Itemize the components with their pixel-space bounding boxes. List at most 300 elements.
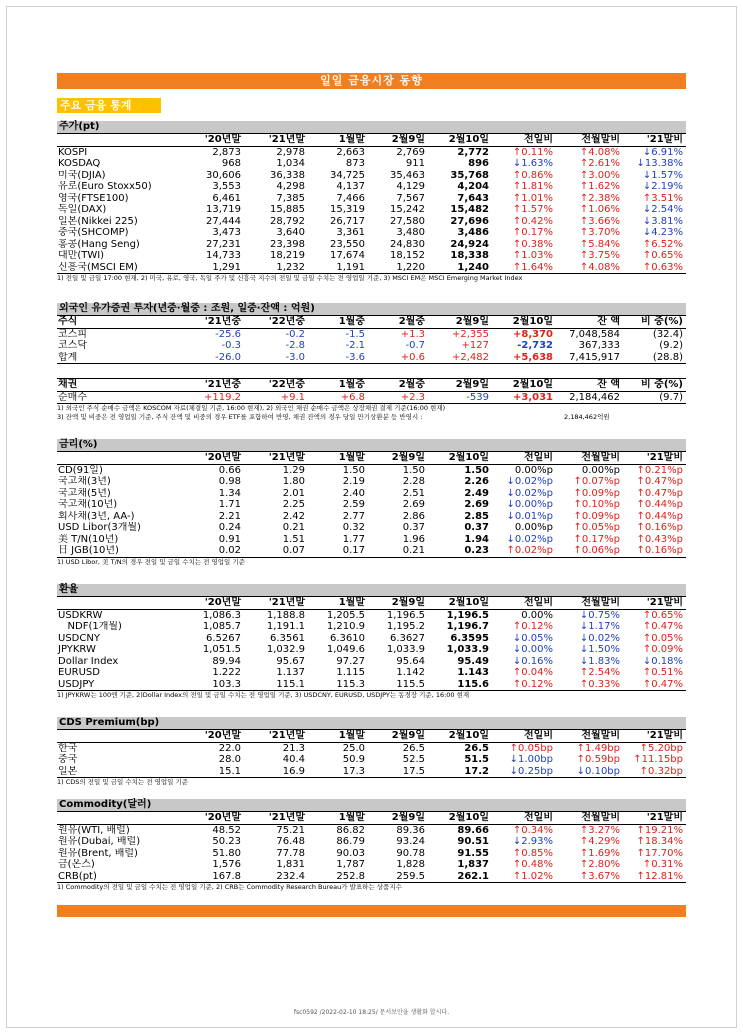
table-cell: 51.80 — [212, 847, 241, 859]
table-cell: +127 — [461, 340, 489, 351]
table-cell: 7,567 — [396, 192, 425, 204]
table-cell: 2.28 — [402, 476, 425, 487]
table-cell: 86.82 — [336, 824, 365, 836]
table-row — [57, 522, 686, 534]
table-cell: ↑0.47% — [623, 679, 686, 691]
row-label: 국고채(10년) — [58, 499, 118, 510]
stock-header-row — [57, 134, 686, 146]
table-cell: ↑11.15bp — [633, 754, 683, 765]
table-row — [57, 146, 686, 158]
table-cell: 167.8 — [184, 871, 244, 883]
table-cell: 1,086.3 — [202, 609, 241, 621]
row-label: USDJPY — [57, 679, 184, 691]
table-row — [57, 534, 686, 546]
row-label: 합계 — [57, 352, 184, 364]
row-label: 日 JGB(10년) — [57, 545, 184, 557]
table-cell: -539 — [428, 391, 492, 404]
row-label: NDF(1개월) — [58, 621, 122, 632]
table-cell: ↑3.51% — [642, 192, 683, 204]
column-header: 2월중 — [368, 379, 428, 392]
table-cell: -3.0 — [244, 352, 308, 364]
table-cell: ↑1.49bp — [576, 742, 620, 754]
table-cell: 6.3627 — [390, 632, 425, 644]
table-row — [57, 667, 686, 679]
table-row — [57, 545, 686, 557]
table-row — [57, 193, 686, 205]
table-cell: 91.55 — [457, 847, 489, 859]
table-cell: 1,210.9 — [326, 621, 365, 632]
table-row — [57, 644, 686, 656]
table-cell: (28.8) — [623, 352, 686, 364]
column-header — [57, 730, 184, 742]
table-cell: 25.0 — [342, 742, 365, 754]
row-label: CD(91일) — [58, 464, 103, 476]
row-label: 순매수 — [57, 391, 184, 404]
table-cell: 26.5 — [402, 742, 425, 754]
table-cell: -0.3 — [221, 340, 241, 351]
column-header: '22년중 — [244, 316, 308, 328]
table-cell: 18,219 — [270, 250, 305, 261]
table-cell: ↓1.57% — [642, 169, 683, 181]
column-header — [57, 812, 184, 824]
table-cell: ↑1.62% — [579, 181, 620, 192]
table-cell: ↑1.81% — [512, 181, 553, 192]
table-cell: 3,473 — [212, 227, 241, 238]
foreign-stock-table — [57, 316, 686, 364]
table-cell: ↑3.27% — [579, 824, 620, 836]
table-row — [57, 239, 686, 251]
table-cell: 0.91 — [218, 533, 241, 545]
column-header: 채권 — [57, 379, 184, 392]
table-row — [57, 621, 686, 633]
table-cell: +2,482 — [428, 352, 492, 364]
table-cell: 115.1 — [244, 679, 308, 691]
table-cell: 7,385 — [276, 192, 305, 204]
table-cell: ↑3.70% — [579, 227, 620, 238]
table-cell: 2.85 — [464, 510, 489, 522]
table-row — [57, 848, 686, 860]
table-cell: 34,725 — [330, 169, 365, 181]
table-cell: ↑0.10%p — [573, 499, 620, 510]
foreign-heading: 외국인 유가증권 투자(년중·월중 : 조원, 일중·잔액 : 억원) — [57, 303, 686, 316]
column-header: 1월말 — [308, 597, 368, 609]
table-cell: 1,049.6 — [326, 644, 365, 655]
table-cell: 7,643 — [457, 192, 489, 204]
row-label: 유로(Euro Stoxx50) — [58, 181, 152, 192]
foreign-note-2 — [57, 413, 686, 422]
table-cell: 0.23 — [428, 545, 492, 557]
table-cell: 1.77 — [342, 533, 365, 545]
table-cell: +0.6 — [368, 352, 428, 364]
table-cell: 89.36 — [396, 824, 425, 836]
foreign-bond-table — [57, 378, 686, 404]
column-header: '21말비 — [623, 452, 686, 464]
cds-heading: CDS Premium(bp) — [57, 717, 686, 730]
table-cell: 115.3 — [308, 679, 368, 691]
table-cell: 1,831 — [276, 859, 305, 870]
table-cell: ↑0.33% — [556, 679, 623, 691]
column-header: 2월9일 — [368, 134, 428, 146]
table-cell: ↑12.81% — [623, 871, 686, 883]
row-label: 코스닥 — [58, 340, 87, 351]
cds-header-row — [57, 730, 686, 742]
stock-section — [57, 121, 686, 283]
table-row — [57, 656, 686, 668]
table-row — [57, 754, 686, 766]
column-header: 전일비 — [492, 452, 556, 464]
table-cell: 232.4 — [244, 871, 308, 883]
table-cell: 15,482 — [450, 204, 489, 215]
table-cell: 28,792 — [270, 215, 305, 227]
table-cell: ↑0.65% — [642, 609, 683, 621]
column-header: 2월10일 — [492, 379, 556, 392]
column-header: 전월말비 — [556, 812, 623, 824]
table-cell: 1,240 — [428, 262, 492, 274]
table-cell: ↓0.00% — [512, 644, 553, 655]
table-cell: 26,717 — [330, 215, 365, 227]
table-row — [57, 227, 686, 239]
column-header: '22년중 — [244, 379, 308, 392]
table-cell: 2.77 — [342, 510, 365, 522]
table-cell: 27,444 — [206, 215, 241, 227]
row-label: 독일(DAX) — [58, 204, 107, 215]
fx-header-row — [57, 597, 686, 609]
table-cell: 2.69 — [464, 499, 489, 510]
table-cell: 18,152 — [390, 250, 425, 261]
row-label: 일본 — [57, 766, 184, 778]
table-cell: 48.52 — [212, 824, 241, 836]
column-header: 1월중 — [308, 379, 368, 392]
rates-table — [57, 452, 686, 558]
section-subtitle: 주요 금융 통계 — [57, 98, 161, 113]
row-label: 대만(TWI) — [58, 250, 105, 261]
table-cell: 3,486 — [457, 227, 489, 238]
table-cell: ↑2.38% — [579, 192, 620, 204]
table-cell: 103.3 — [184, 679, 244, 691]
table-cell: -2.1 — [345, 340, 365, 351]
table-cell: ↑0.16%p — [636, 522, 683, 533]
table-cell: 86.79 — [336, 836, 365, 847]
column-header: 잔 액 — [556, 316, 623, 328]
column-header: '21년말 — [244, 134, 308, 146]
table-cell: 0.00%p — [514, 522, 553, 533]
table-cell: ↑6.52% — [642, 238, 683, 250]
table-cell: 15.1 — [184, 766, 244, 778]
table-cell: 2.01 — [282, 487, 305, 499]
stock-heading: 주가(pt) — [57, 121, 686, 134]
table-cell: 28.0 — [218, 754, 241, 765]
table-cell: 0.24 — [218, 522, 241, 533]
column-header: 2월10일 — [428, 452, 492, 464]
table-cell: ↑19.21% — [636, 824, 683, 836]
table-cell: 1.50 — [342, 464, 365, 476]
table-cell: 873 — [345, 158, 365, 169]
table-cell: 18,338 — [450, 250, 489, 261]
table-row — [57, 464, 686, 476]
table-cell: 0.17 — [308, 545, 368, 557]
table-cell: 35,768 — [450, 169, 489, 181]
row-label: 영국(FTSE100) — [58, 192, 129, 204]
table-cell: -0.2 — [285, 328, 305, 340]
table-cell: 7,466 — [336, 192, 365, 204]
table-row — [57, 679, 686, 691]
table-cell: 16.9 — [244, 766, 308, 778]
table-cell: 1.137 — [276, 667, 305, 678]
column-header: 전월말비 — [556, 730, 623, 742]
table-cell: 17.2 — [428, 766, 492, 778]
column-header: '21년중 — [184, 316, 244, 328]
table-cell: ↑0.12% — [492, 679, 556, 691]
table-cell: ↑0.05% — [642, 632, 683, 644]
row-label: USDKRW — [58, 609, 103, 621]
column-header: 1월중 — [308, 316, 368, 328]
table-row — [57, 262, 686, 274]
table-cell: ↓0.75% — [579, 609, 620, 621]
table-cell: 896 — [468, 158, 489, 169]
table-cell: 1.50 — [464, 464, 489, 476]
table-cell: 1.143 — [457, 667, 489, 678]
table-cell: ↑0.59bp — [576, 754, 620, 765]
table-cell: 2.26 — [464, 476, 489, 487]
foreign-note-2-value: 2,184,462억원 — [564, 413, 610, 421]
stock-table — [57, 134, 686, 274]
column-header: '21년중 — [184, 379, 244, 392]
table-cell: 6.3561 — [270, 632, 305, 644]
column-header: '21년말 — [244, 730, 308, 742]
table-cell: 1.50 — [402, 464, 425, 476]
table-cell: ↑0.09%p — [573, 510, 620, 522]
table-cell: 7,048,584 — [569, 328, 620, 340]
table-cell: 6.3610 — [330, 632, 365, 644]
table-cell: ↓1.63% — [512, 158, 553, 169]
column-header: 2월9일 — [368, 452, 428, 464]
row-label: 코스피 — [58, 328, 87, 340]
table-row — [57, 859, 686, 871]
table-cell: +8,370 — [512, 328, 553, 340]
foreign-note-1: 1) 외국인 주식 순매수 금액은 KOSCOM 자료(체결일 기준, 16:00 현재), 2) 외국인 채권 순매수 금액은 상장채권 결제 기준(16:00 현재) — [57, 404, 446, 412]
footer-text: fsc0592 /2022-02-10 18:25/ 문서보안을 생활화 합시다. — [293, 1009, 450, 1016]
column-header: 2월9일 — [428, 316, 492, 328]
table-cell: ↑0.43%p — [636, 533, 683, 545]
table-cell: ↓0.00%p — [506, 499, 553, 510]
column-header: '20년말 — [184, 452, 244, 464]
table-cell: 4,129 — [396, 181, 425, 192]
table-cell: -1.5 — [345, 328, 365, 340]
rates-section — [57, 439, 686, 567]
table-cell: 93.24 — [396, 836, 425, 847]
table-cell: ↑0.07%p — [573, 476, 620, 487]
table-cell: 1.115 — [336, 667, 365, 678]
table-cell: 1,205.5 — [326, 609, 365, 621]
table-cell: ↑1.57% — [512, 204, 553, 215]
column-header: 2월9일 — [368, 597, 428, 609]
table-cell: 1,196.5 — [386, 609, 425, 621]
table-cell: ↓6.91% — [642, 146, 683, 158]
table-cell: 2.51 — [402, 487, 425, 499]
table-cell: ↑3.75% — [579, 250, 620, 261]
column-header: '21말비 — [623, 812, 686, 824]
table-cell: ↑0.85% — [512, 847, 553, 859]
table-cell: 50.23 — [212, 836, 241, 847]
column-header — [57, 452, 184, 464]
table-cell: 0.21 — [282, 522, 305, 533]
table-cell: 1,232 — [244, 262, 308, 274]
column-header: 2월10일 — [492, 316, 556, 328]
table-cell: 3,480 — [396, 227, 425, 238]
table-cell: 17.3 — [308, 766, 368, 778]
row-label: 원유(Brent, 배럴) — [58, 847, 138, 859]
bottom-bar — [57, 905, 686, 917]
column-header: 전일비 — [492, 812, 556, 824]
row-label: 한국 — [58, 742, 78, 754]
table-cell: ↓0.16% — [512, 655, 553, 667]
table-cell: 6,461 — [212, 192, 241, 204]
table-cell: ↑0.44%p — [636, 510, 683, 522]
table-row — [57, 170, 686, 182]
table-cell: 1,032.9 — [266, 644, 305, 655]
table-cell: 2,772 — [457, 146, 489, 158]
table-cell: ↑0.38% — [512, 238, 553, 250]
column-header: 2월10일 — [428, 812, 492, 824]
page-title: 일일 금융시장 동향 — [57, 73, 686, 89]
table-cell: ↓13.38% — [636, 158, 683, 169]
table-cell: 0.00%p — [581, 464, 620, 476]
table-cell: 1.142 — [396, 667, 425, 678]
table-cell: +9.1 — [244, 391, 308, 404]
table-row — [57, 511, 686, 523]
table-cell: 0.98 — [218, 476, 241, 487]
column-header: 1월말 — [308, 730, 368, 742]
table-cell: 24,924 — [450, 238, 489, 250]
table-cell: 2.49 — [464, 487, 489, 499]
row-label: 일본(Nikkei 225) — [58, 215, 138, 227]
table-cell: 1,085.7 — [202, 621, 241, 632]
table-cell: +3,031 — [492, 391, 556, 404]
table-cell: 3,553 — [212, 181, 241, 192]
table-cell: 2,663 — [336, 146, 365, 158]
table-cell: 2.59 — [342, 499, 365, 510]
row-label: EURUSD — [58, 667, 100, 678]
table-cell: 2.19 — [342, 476, 365, 487]
table-cell: +2.3 — [368, 391, 428, 404]
table-row — [57, 352, 686, 364]
table-cell: ↑0.86% — [512, 169, 553, 181]
table-cell: 26.5 — [464, 742, 489, 754]
column-header: 비 중(%) — [623, 379, 686, 392]
commodity-section — [57, 799, 686, 892]
table-cell: ↑18.34% — [636, 836, 683, 847]
table-cell: ↓0.02%p — [506, 487, 553, 499]
table-row — [57, 216, 686, 228]
table-cell: 14,733 — [206, 250, 241, 261]
table-cell: 95.49 — [457, 655, 489, 667]
table-cell: 0.32 — [342, 522, 365, 533]
row-label: 중국 — [58, 754, 78, 765]
table-cell: ↑0.16%p — [623, 545, 686, 557]
table-cell: 27,580 — [390, 215, 425, 227]
table-cell: 52.5 — [402, 754, 425, 765]
table-row — [57, 824, 686, 836]
table-cell: ↑0.04% — [512, 667, 553, 678]
table-row — [57, 340, 686, 352]
table-cell: ↑4.29% — [579, 836, 620, 847]
table-cell: 1,196.5 — [446, 609, 489, 621]
row-label: 국고채(5년) — [58, 487, 111, 499]
table-cell: ↓0.05% — [512, 632, 553, 644]
table-cell: 252.8 — [308, 871, 368, 883]
table-cell: 2.25 — [282, 499, 305, 510]
column-header — [57, 597, 184, 609]
table-cell: 6.5267 — [206, 632, 241, 644]
table-row — [57, 158, 686, 170]
table-cell: 1,191.1 — [266, 621, 305, 632]
table-cell: ↓1.50% — [579, 644, 620, 655]
row-label: 美 T/N(10년) — [58, 533, 119, 545]
table-cell: (9.2) — [659, 340, 683, 351]
table-cell: ↑0.05bp — [509, 742, 553, 754]
column-header: 2월10일 — [428, 730, 492, 742]
table-cell: 1.222 — [212, 667, 241, 678]
table-cell: 2.42 — [282, 510, 305, 522]
table-cell: ↓1.00bp — [509, 754, 553, 765]
row-label: 홍콩(Hang Seng) — [58, 238, 140, 250]
column-header: 잔 액 — [556, 379, 623, 392]
row-label: Dollar Index — [58, 655, 119, 667]
table-cell: ↑4.08% — [556, 262, 623, 274]
table-cell: 23,550 — [330, 238, 365, 250]
column-header: 전월말비 — [556, 134, 623, 146]
column-header: 전월말비 — [556, 452, 623, 464]
table-cell: ↑0.09% — [642, 644, 683, 655]
table-cell: 89.66 — [457, 824, 489, 836]
row-label: 원유(Dubai, 배럴) — [58, 836, 141, 847]
table-cell: ↑0.09%p — [573, 487, 620, 499]
column-header: 전일비 — [492, 134, 556, 146]
table-cell: 15,885 — [270, 204, 305, 215]
row-label: JPYKRW — [58, 644, 96, 655]
table-cell: ↑1.64% — [492, 262, 556, 274]
table-cell: ↓2.19% — [642, 181, 683, 192]
table-cell: 21.3 — [282, 742, 305, 754]
table-row — [57, 836, 686, 848]
cds-section — [57, 717, 686, 787]
table-cell: ↑0.12% — [512, 621, 553, 632]
table-cell: ↓0.18% — [642, 655, 683, 667]
row-label: KOSPI — [58, 146, 88, 158]
row-label: 금(온스) — [58, 859, 95, 870]
table-cell: 2.40 — [342, 487, 365, 499]
table-cell: ↑0.47% — [642, 621, 683, 632]
column-header: 2월중 — [368, 316, 428, 328]
table-cell: 6.3595 — [450, 632, 489, 644]
table-cell: +6.8 — [308, 391, 368, 404]
column-header: 전일비 — [492, 597, 556, 609]
table-cell: ↑1.03% — [512, 250, 553, 261]
table-cell: -2,732 — [517, 340, 553, 351]
table-cell: ↑0.51% — [642, 667, 683, 678]
table-cell: 3,361 — [336, 227, 365, 238]
table-cell: -26.0 — [184, 352, 244, 364]
table-cell: +119.2 — [184, 391, 244, 404]
column-header: 1월말 — [308, 812, 368, 824]
table-cell: ↑0.31% — [642, 859, 683, 870]
table-cell: 1,787 — [336, 859, 365, 870]
column-header: 2월10일 — [428, 597, 492, 609]
column-header: '20년말 — [184, 597, 244, 609]
table-cell: 2,184,462 — [556, 391, 623, 404]
column-header: '20년말 — [184, 134, 244, 146]
table-row — [57, 871, 686, 883]
